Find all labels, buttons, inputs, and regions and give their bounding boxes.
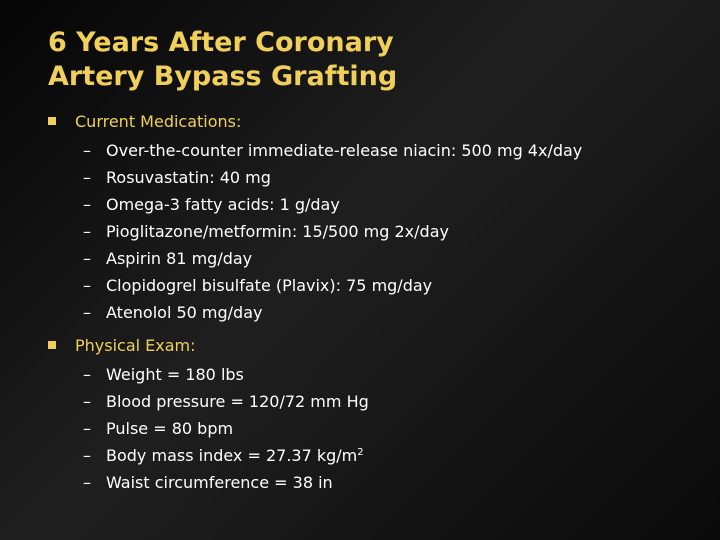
list-item (48, 415, 708, 442)
list-item (48, 218, 708, 245)
slide-title-line-2: Artery Bypass Grafting (48, 61, 398, 92)
list-item (48, 299, 708, 326)
medications-section (48, 110, 708, 326)
dash-bullet-icon: – (83, 392, 91, 411)
dash-bullet-icon: – (83, 419, 91, 438)
dash-bullet-icon: – (83, 276, 91, 295)
list-item (48, 137, 708, 164)
list-item (48, 164, 708, 191)
list-item (48, 469, 708, 496)
medication-text: Aspirin 81 mg/day (106, 249, 253, 268)
list-item (48, 191, 708, 218)
dash-bullet-icon: – (83, 141, 91, 160)
dash-bullet-icon: – (83, 446, 91, 465)
physical-exam-heading-row (48, 334, 708, 358)
square-bullet-icon (48, 341, 56, 349)
list-item (48, 388, 708, 415)
physical-exam-section (48, 334, 708, 496)
slide-title (48, 26, 668, 94)
dash-bullet-icon: – (83, 249, 91, 268)
exam-finding-text: Blood pressure = 120/72 mm Hg (106, 392, 369, 411)
medications-list (48, 137, 708, 326)
exam-finding-text: Waist circumference = 38 in (106, 473, 333, 492)
exam-finding-text: Weight = 180 lbs (106, 365, 244, 384)
medications-heading-row (48, 110, 708, 134)
dash-bullet-icon: – (83, 222, 91, 241)
list-item (48, 442, 708, 469)
physical-exam-heading: Physical Exam: (75, 336, 196, 355)
medication-text: Atenolol 50 mg/day (106, 303, 263, 322)
square-bullet-icon (48, 117, 56, 125)
exam-finding-text (106, 442, 364, 469)
list-item (48, 272, 708, 299)
exam-finding-text: Pulse = 80 bpm (106, 419, 234, 438)
medication-text: Pioglitazone/metformin: 15/500 mg 2x/day (106, 222, 449, 241)
dash-bullet-icon: – (83, 195, 91, 214)
medication-text: Clopidogrel bisulfate (Plavix): 75 mg/day (106, 276, 433, 295)
slide-title-line-1: 6 Years After Coronary (48, 27, 394, 58)
dash-bullet-icon: – (83, 473, 91, 492)
physical-exam-list (48, 361, 708, 496)
list-item (48, 245, 708, 272)
medication-text: Over-the-counter immediate-release niacin: 500 mg 4x/day (106, 141, 583, 160)
medications-heading: Current Medications: (75, 112, 242, 131)
dash-bullet-icon: – (83, 365, 91, 384)
dash-bullet-icon: – (83, 168, 91, 187)
bmi-superscript: 2 (357, 447, 364, 458)
bmi-text: Body mass index = 27.37 kg/m (106, 446, 358, 465)
medication-text: Rosuvastatin: 40 mg (106, 168, 271, 187)
list-item (48, 361, 708, 388)
dash-bullet-icon: – (83, 303, 91, 322)
medication-text: Omega-3 fatty acids: 1 g/day (106, 195, 340, 214)
